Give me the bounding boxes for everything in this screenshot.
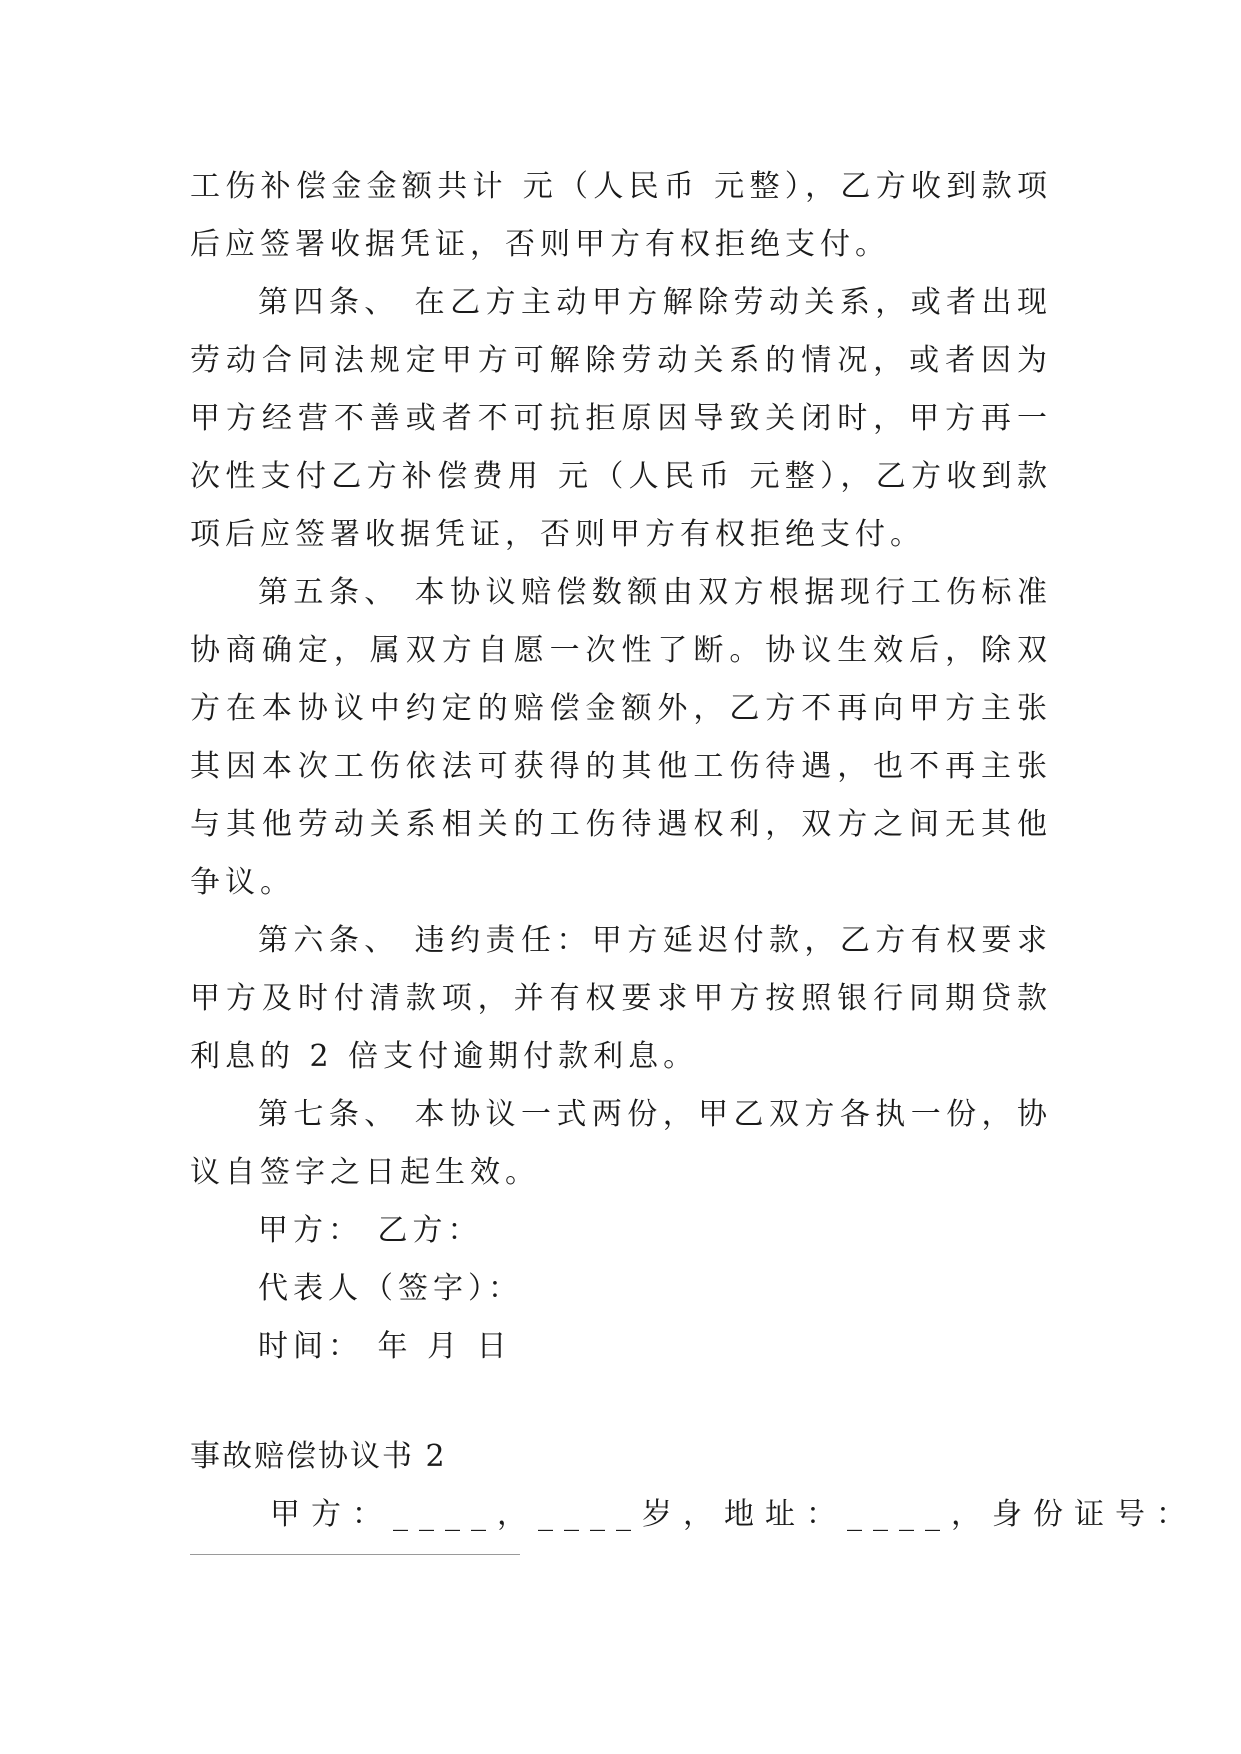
signature-date: 时间： 年 月 日 [258,1329,512,1364]
paragraph-article-5: 第五条、 本协议赔偿数额由双方根据现行工伤标准协商确定，属双方自愿一次性了断。协议生效后，除双方在本协议中约定的赔偿金额外，乙方不再向甲方主张其因本次工伤依法可获得的其他工伤待遇，也不再主张与其他劳动关系相关的工伤待遇权利，双方之间无其他争议。 [190,575,1052,900]
signature-representative: 代表人（签字）： [258,1271,523,1306]
id-number-blank-line [190,1554,520,1555]
second-agreement-title: 事故赔偿协议书 2 [190,1439,447,1474]
paragraph-article-6: 第六条、 违约责任：甲方延迟付款，乙方有权要求甲方及时付清款项，并有权要求甲方按照银行同期贷款利息的 2 倍支付逾期付款利息。 [190,923,1052,1074]
paragraph-compensation-amount: 工伤补偿金金额共计 元（人民币 元整），乙方收到款项后应签署收据凭证，否则甲方有权拒绝支付。 [190,169,1052,262]
paragraph-article-4: 第四条、 在乙方主动甲方解除劳动关系，或者出现劳动合同法规定甲方可解除劳动关系的情况，或者因为甲方经营不善或者不可抗拒原因导致关闭时，甲方再一次性支付乙方补偿费用 元（人民币 元整），乙方收到款项后应签署收据凭证，否则甲方有权拒绝支付。 [190,285,1052,552]
signature-parties: 甲方： 乙方： [258,1213,483,1248]
document-body [190,158,1197,1555]
paragraph-article-7: 第七条、 本协议一式两份，甲乙双方各执一份，协议自签字之日起生效。 [190,1097,1052,1190]
second-agreement-party-a-line: 甲方：____，____岁，地址：____，身份证号： [270,1497,1197,1532]
